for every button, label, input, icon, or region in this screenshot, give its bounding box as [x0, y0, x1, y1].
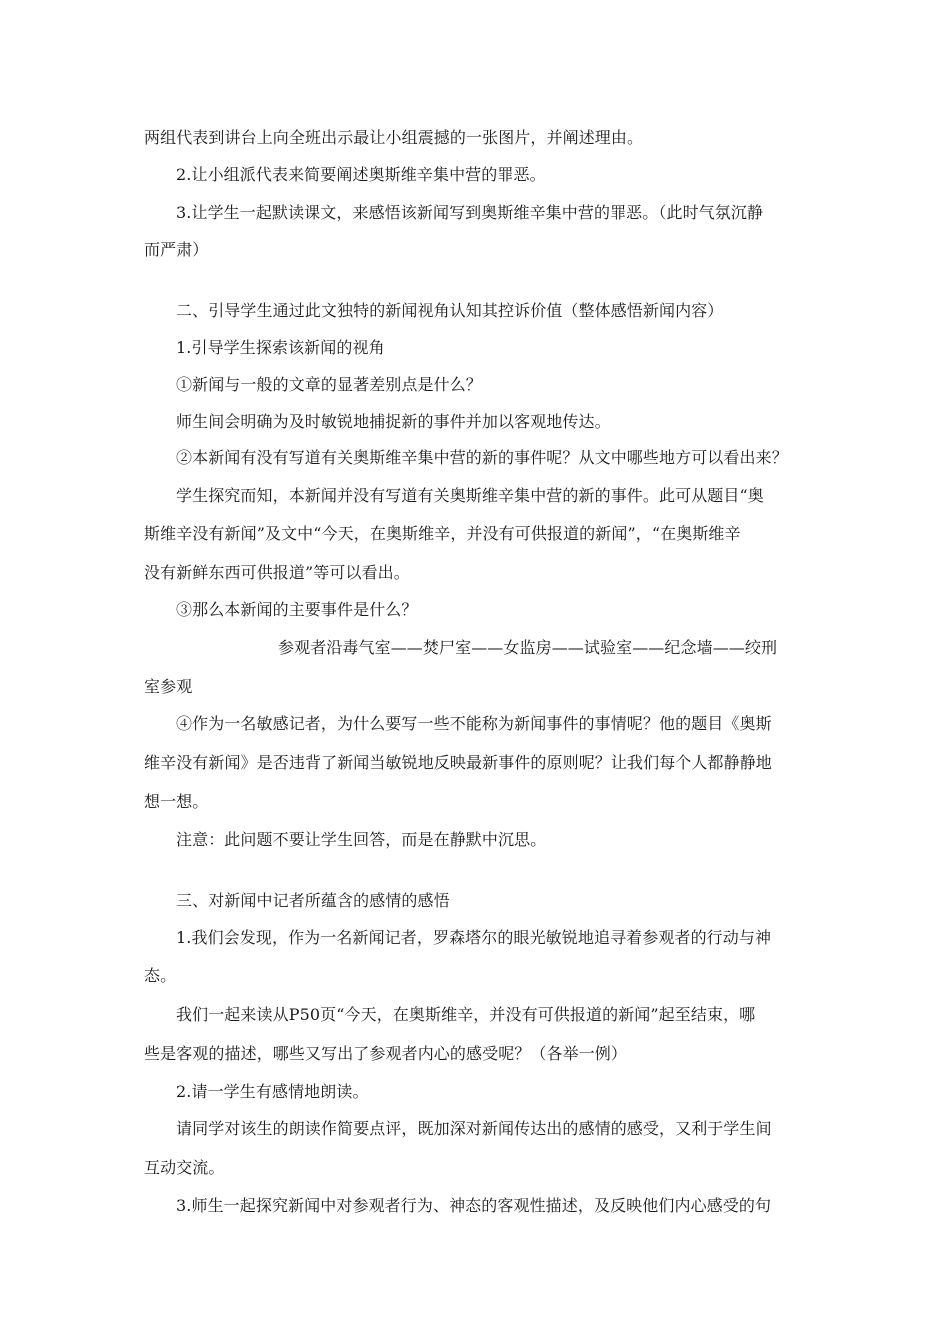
paragraph-line: 2.让小组派代表来简要阐述奥斯维辛集中营的罪恶。 [176, 165, 546, 184]
paragraph-line: 态。 [144, 966, 177, 985]
paragraph-line: ②本新闻有没有写道有关奥斯维辛集中营的新的事件呢？从文中哪些地方可以看出来？ [176, 448, 788, 467]
paragraph-line: 我们一起来读从P50页“今天，在奥斯维辛，并没有可供报道的新闻”起至结束，哪 [176, 1005, 756, 1024]
paragraph-line: 1.引导学生探索该新闻的视角 [176, 338, 385, 357]
paragraph-line: 3.让学生一起默读课文，来感悟该新闻写到奥斯维辛集中营的罪恶。（此时气氛沉静 [176, 203, 764, 222]
paragraph-line: 学生探究而知，本新闻并没有写道有关奥斯维辛集中营的新的事件。此可从题目“奥 [176, 486, 764, 505]
paragraph-line: ③那么本新闻的主要事件是什么？ [176, 600, 418, 619]
paragraph-line: 3.师生一起探究新闻中对参观者行为、神态的客观性描述，及反映他们内心感受的句 [176, 1196, 772, 1215]
paragraph-line: 没有新鲜东西可供报道”等可以看出。 [144, 563, 410, 582]
paragraph-line: 室参观 [144, 677, 193, 696]
section-heading: 三、对新闻中记者所蕴含的感情的感悟 [176, 891, 450, 910]
section-heading: 二、引导学生通过此文独特的新闻视角认知其控诉价值（整体感悟新闻内容） [176, 301, 724, 320]
paragraph-line: ④作为一名敏感记者，为什么要写一些不能称为新闻事件的事情呢？他的题目《奥斯 [176, 714, 772, 733]
paragraph-line: 两组代表到讲台上向全班出示最让小组震撼的一张图片，并阐述理由。 [144, 128, 644, 147]
paragraph-line: 想一想。 [144, 792, 209, 811]
paragraph-line: 而严肃） [144, 240, 209, 259]
paragraph-line: 1.我们会发现，作为一名新闻记者，罗森塔尔的眼光敏锐地追寻着参观者的行动与神 [176, 928, 772, 947]
paragraph-line: 2.请一学生有感情地朗读。 [176, 1082, 369, 1101]
paragraph-line: 维辛没有新闻》是否违背了新闻当敏锐地反映最新事件的原则呢？让我们每个人都静静地 [144, 753, 772, 772]
paragraph-line: 师生间会明确为及时敏锐地捕捉新的事件并加以客观地传达。 [176, 412, 611, 431]
paragraph-line: 斯维辛没有新闻”及文中“今天，在奥斯维辛，并没有可供报道的新闻”，“在奥斯维辛 [144, 524, 741, 543]
paragraph-line: 注意：此问题不要让学生回答，而是在静默中沉思。 [176, 830, 547, 849]
paragraph-line: 请同学对该生的朗读作简要点评，既加深对新闻传达出的感情的感受，又利于学生间 [176, 1119, 772, 1138]
paragraph-line: 些是客观的描述，哪些又写出了参观者内心的感受呢？（各举一例） [144, 1044, 628, 1063]
paragraph-line: 参观者沿毒气室——焚尸室——女监房——试验室——纪念墙——绞刑 [278, 638, 778, 657]
paragraph-line: ①新闻与一般的文章的显著差别点是什么？ [176, 375, 482, 394]
paragraph-line: 互动交流。 [144, 1158, 225, 1177]
